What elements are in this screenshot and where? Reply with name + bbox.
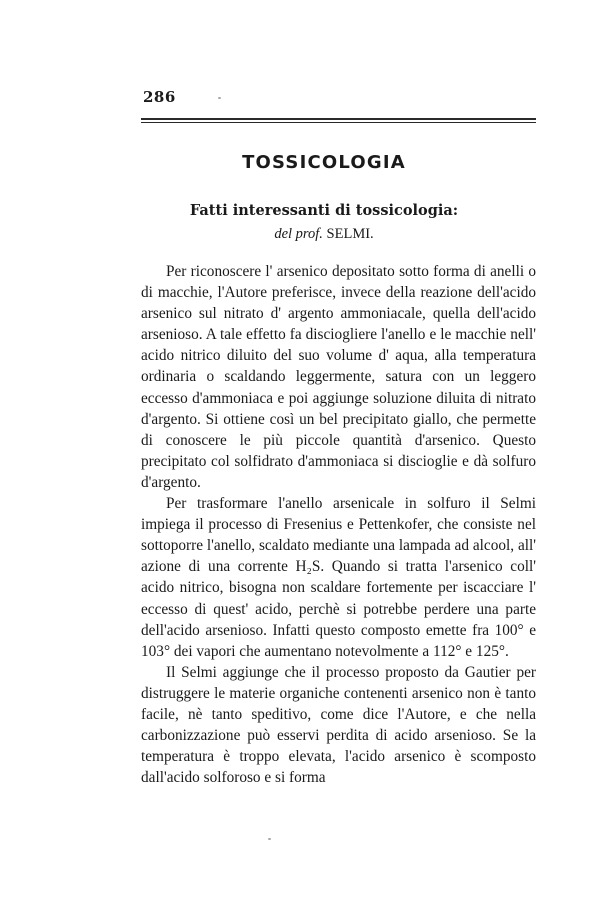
page-number: 286 <box>143 88 176 106</box>
byline <box>0 226 610 243</box>
byline-prefix: del prof. <box>274 226 323 242</box>
body-text <box>141 261 536 788</box>
print-speck <box>268 838 271 840</box>
header-rule-thin <box>141 122 536 123</box>
header-rule-thick <box>141 118 536 120</box>
print-speck <box>218 97 221 99</box>
article-title: Fatti interessanti di tossicologia: <box>189 202 459 219</box>
section-title: TOSSICOLOGIA <box>242 152 406 173</box>
paragraph-1: Per riconoscere l' arsenico depositato sotto forma di anelli o di macchie, l'Autore preferisce, invece della reazione dell'acido arsenico sul nitrato d' argento ammoniacale, quella dell'acido arsenioso. A tale effetto fa disciogliere l'anello e le macchie nell' acido nitrico diluito del suo volume d' aqua, alla temperatura ordinaria o scaldando leggermente, satura con un leggero eccesso d'ammoniaca e poi aggiunge soluzione diluita di nitrato d'argento. Si ottiene così un bel precipitato giallo, che permette di conoscere le più piccole quantità d'arsenico. Questo precipitato col solfidrato d'ammoniaca si discioglie e dà solfuro d'argento. <box>141 263 536 491</box>
paragraph-2: Per trasformare l'anello arsenicale in solfuro il Selmi impiega il processo di Fresenius e Pettenkofer, che consiste nel sottoporre l'anello, scaldato mediante una lampada ad alcool, all' azione di una corrente H₂S. Quando si tratta l'arsenico coll' acido nitrico, bisogna non scaldare fortemente per iscacciare l' eccesso di quest' acido, perchè si potrebbe perdere una parte dell'acido arsenioso. Infatti questo composto emette fra 100° e 103° dei vapori che aumentano notevolmente a 112° e 125°. <box>141 495 536 660</box>
paragraph-3: Il Selmi aggiunge che il processo proposto da Gautier per distruggere le materie organiche contenenti arsenico non è tanto facile, nè tanto speditivo, come dice l'Autore, e che nella carbonizzazione può esservi perdita di acido arsenioso. Se la temperatura è troppo elevata, l'acido arsenico è scomposto dall'acido solforoso e si forma <box>141 663 536 787</box>
byline-name: SELMI. <box>326 226 374 242</box>
